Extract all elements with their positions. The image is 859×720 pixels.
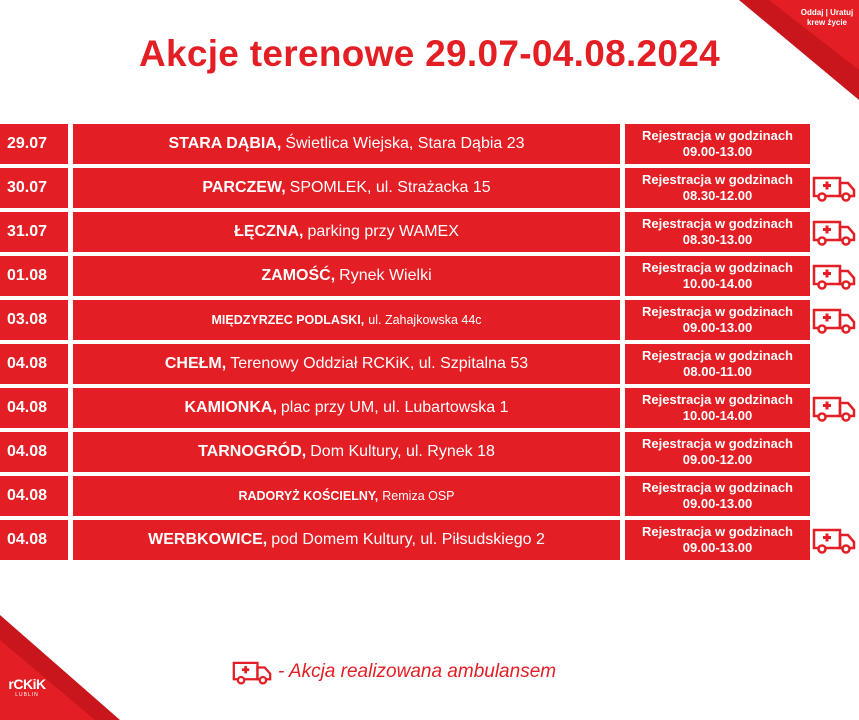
location-name: KAMIONKA,	[184, 399, 277, 416]
registration-label: Rejestracja w godzinach	[642, 304, 793, 319]
row-date: 04.08	[0, 432, 68, 472]
row-location	[73, 344, 620, 384]
location-address: Terenowy Oddział RCKiK, ul. Szpitalna 53	[230, 355, 529, 372]
row-location	[73, 432, 620, 472]
registration-hours: 09.00-13.00	[682, 540, 753, 555]
ambulance-icon	[812, 262, 856, 290]
registration-hours: 09.00-13.00	[682, 496, 753, 511]
location-address: pod Domem Kultury, ul. Piłsudskiego 2	[271, 531, 545, 548]
location-name: PARCZEW,	[202, 179, 286, 196]
table-row	[0, 476, 859, 516]
table-row	[0, 256, 859, 296]
registration-label: Rejestracja w godzinach	[642, 436, 793, 451]
table-row	[0, 432, 859, 472]
row-date: 29.07	[0, 124, 68, 164]
row-location	[73, 256, 620, 296]
row-date: 31.07	[0, 212, 68, 252]
logo-rckik: rCKiK LUBLIN	[8, 676, 46, 698]
page-title: Akcje terenowe 29.07-04.08.2024	[138, 33, 721, 74]
row-date: 04.08	[0, 476, 68, 516]
logo-oddaj-krew: Oddaj | Uratuj krew życie	[800, 8, 854, 27]
registration-hours: 10.00-14.00	[682, 408, 753, 423]
row-registration	[625, 388, 810, 428]
ambulance-icon	[812, 526, 856, 554]
table-row	[0, 212, 859, 252]
table-row	[0, 388, 859, 428]
row-date: 04.08	[0, 344, 68, 384]
row-registration	[625, 124, 810, 164]
location-name: STARA DĄBIA,	[168, 135, 282, 152]
row-location	[73, 212, 620, 252]
row-location	[73, 520, 620, 560]
ambulance-icon	[232, 658, 272, 686]
row-registration	[625, 520, 810, 560]
registration-label: Rejestracja w godzinach	[642, 524, 793, 539]
row-registration	[625, 300, 810, 340]
table-row	[0, 344, 859, 384]
ambulance-icon	[812, 394, 856, 422]
location-name: CHEŁM,	[164, 355, 227, 372]
row-date: 30.07	[0, 168, 68, 208]
row-date: 03.08	[0, 300, 68, 340]
registration-hours: 09.00-13.00	[682, 144, 753, 159]
row-date: 04.08	[0, 388, 68, 428]
registration-label: Rejestracja w godzinach	[642, 260, 793, 275]
location-address: Świetlica Wiejska, Stara Dąbia 23	[285, 135, 525, 152]
location-address: plac przy UM, ul. Lubartowska 1	[280, 399, 509, 416]
row-location	[73, 476, 620, 516]
location-name: TARNOGRÓD,	[198, 443, 307, 460]
registration-label: Rejestracja w godzinach	[642, 216, 793, 231]
location-name: ZAMOŚĆ,	[261, 267, 336, 284]
location-name: WERBKOWICE,	[148, 531, 268, 548]
legend	[232, 656, 556, 688]
bottom-corner-decoration	[0, 615, 120, 720]
location-name: MIĘDZYRZEC PODLASKI,	[211, 313, 365, 327]
ambulance-icon	[812, 174, 856, 202]
row-date: 01.08	[0, 256, 68, 296]
registration-label: Rejestracja w godzinach	[642, 172, 793, 187]
location-name: ŁĘCZNA,	[234, 223, 304, 240]
table-row	[0, 520, 859, 560]
row-registration	[625, 168, 810, 208]
registration-hours: 08.00-11.00	[683, 364, 752, 379]
row-location	[73, 124, 620, 164]
registration-label: Rejestracja w godzinach	[642, 128, 793, 143]
registration-hours: 09.00-12.00	[682, 452, 753, 467]
row-registration	[625, 476, 810, 516]
row-date: 04.08	[0, 520, 68, 560]
table-row	[0, 124, 859, 164]
registration-hours: 09.00-13.00	[682, 320, 753, 335]
registration-label: Rejestracja w godzinach	[642, 480, 793, 495]
row-registration	[625, 256, 810, 296]
location-address: Rynek Wielki	[339, 267, 432, 284]
location-address: SPOMLEK, ul. Strażacka 15	[289, 179, 491, 196]
registration-label: Rejestracja w godzinach	[642, 348, 793, 363]
ambulance-icon	[812, 306, 856, 334]
row-location	[73, 388, 620, 428]
location-address: Dom Kultury, ul. Rynek 18	[310, 443, 495, 460]
ambulance-icon	[812, 218, 856, 246]
row-location	[73, 300, 620, 340]
row-registration	[625, 344, 810, 384]
location-address: ul. Zahajkowska 44c	[368, 313, 482, 327]
registration-label: Rejestracja w godzinach	[642, 392, 793, 407]
registration-hours: 08.30-12.00	[682, 188, 753, 203]
location-address: Remiza OSP	[382, 489, 455, 503]
location-address: parking przy WAMEX	[307, 223, 459, 240]
row-registration	[625, 212, 810, 252]
table-row	[0, 168, 859, 208]
row-location	[73, 168, 620, 208]
location-name: RADORYŻ KOŚCIELNY,	[238, 489, 379, 503]
row-registration	[625, 432, 810, 472]
registration-hours: 10.00-14.00	[682, 276, 753, 291]
legend-text: - Akcja realizowana ambulansem	[278, 661, 557, 682]
table-row	[0, 300, 859, 340]
registration-hours: 08.30-13.00	[682, 232, 753, 247]
